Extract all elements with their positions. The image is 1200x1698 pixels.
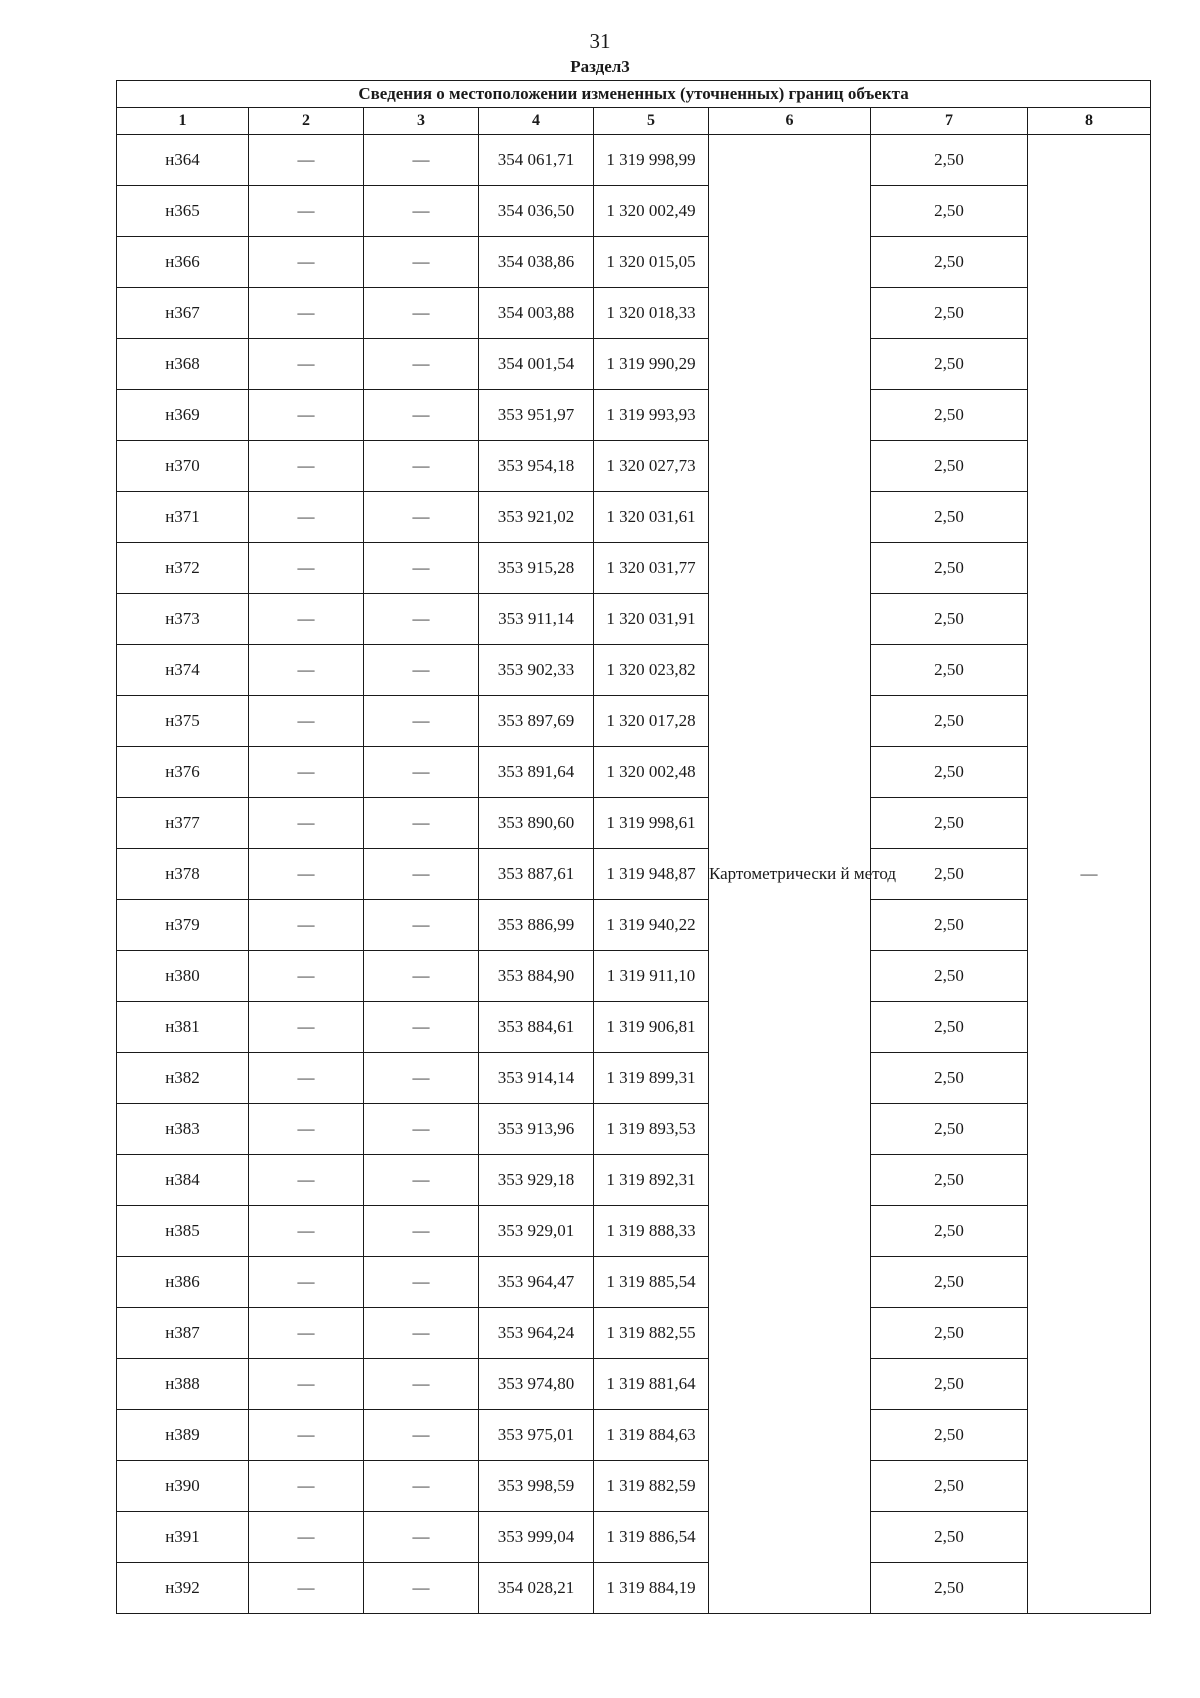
point-name-cell: н370 <box>117 441 249 492</box>
column-number-1: 1 <box>117 108 249 135</box>
accuracy-cell: 2,50 <box>871 798 1028 849</box>
col3-cell: — <box>364 1359 479 1410</box>
x-coordinate-cell: 354 001,54 <box>479 339 594 390</box>
table-row <box>117 1257 1151 1308</box>
page-number: 31 <box>589 29 611 53</box>
y-coordinate-cell: 1 319 884,19 <box>594 1563 709 1614</box>
y-coordinate-cell: 1 319 906,81 <box>594 1002 709 1053</box>
point-name-cell: н374 <box>117 645 249 696</box>
table-row <box>117 1053 1151 1104</box>
column-number-7: 7 <box>871 108 1028 135</box>
x-coordinate-cell: 353 964,47 <box>479 1257 594 1308</box>
y-coordinate-cell: 1 320 015,05 <box>594 237 709 288</box>
col2-cell: — <box>249 1461 364 1512</box>
accuracy-cell: 2,50 <box>871 1512 1028 1563</box>
point-name-cell: н368 <box>117 339 249 390</box>
col3-cell: — <box>364 1410 479 1461</box>
col2-cell: — <box>249 951 364 1002</box>
point-name-cell: н387 <box>117 1308 249 1359</box>
column-number-row <box>117 108 1151 135</box>
col2-cell: — <box>249 186 364 237</box>
x-coordinate-cell: 353 951,97 <box>479 390 594 441</box>
col2-cell: — <box>249 1359 364 1410</box>
y-coordinate-cell: 1 319 911,10 <box>594 951 709 1002</box>
x-coordinate-cell: 353 999,04 <box>479 1512 594 1563</box>
accuracy-cell: 2,50 <box>871 747 1028 798</box>
col2-cell: — <box>249 1053 364 1104</box>
y-coordinate-cell: 1 319 884,63 <box>594 1410 709 1461</box>
table-row <box>117 900 1151 951</box>
y-coordinate-cell: 1 319 998,61 <box>594 798 709 849</box>
col3-cell: — <box>364 747 479 798</box>
col3-cell: — <box>364 339 479 390</box>
col3-cell: — <box>364 798 479 849</box>
accuracy-cell: 2,50 <box>871 135 1028 186</box>
col2-cell: — <box>249 543 364 594</box>
col3-cell: — <box>364 594 479 645</box>
table-row <box>117 390 1151 441</box>
accuracy-cell: 2,50 <box>871 186 1028 237</box>
y-coordinate-cell: 1 319 993,93 <box>594 390 709 441</box>
col2-cell: — <box>249 339 364 390</box>
accuracy-cell: 2,50 <box>871 237 1028 288</box>
accuracy-cell: 2,50 <box>871 1155 1028 1206</box>
x-coordinate-cell: 353 887,61 <box>479 849 594 900</box>
table-row <box>117 237 1151 288</box>
point-name-cell: н382 <box>117 1053 249 1104</box>
column-number-4: 4 <box>479 108 594 135</box>
col2-cell: — <box>249 1206 364 1257</box>
table-row <box>117 492 1151 543</box>
x-coordinate-cell: 354 061,71 <box>479 135 594 186</box>
point-name-cell: н371 <box>117 492 249 543</box>
col3-cell: — <box>364 390 479 441</box>
col2-cell: — <box>249 696 364 747</box>
point-name-cell: н391 <box>117 1512 249 1563</box>
col3-cell: — <box>364 900 479 951</box>
accuracy-cell: 2,50 <box>871 594 1028 645</box>
col3-cell: — <box>364 1461 479 1512</box>
col3-cell: — <box>364 1257 479 1308</box>
x-coordinate-cell: 354 038,86 <box>479 237 594 288</box>
y-coordinate-cell: 1 320 018,33 <box>594 288 709 339</box>
point-name-cell: н392 <box>117 1563 249 1614</box>
col3-cell: — <box>364 1308 479 1359</box>
point-name-cell: н386 <box>117 1257 249 1308</box>
table-row <box>117 1308 1151 1359</box>
table-row <box>117 288 1151 339</box>
col3-cell: — <box>364 441 479 492</box>
y-coordinate-cell: 1 320 031,61 <box>594 492 709 543</box>
col2-cell: — <box>249 1308 364 1359</box>
x-coordinate-cell: 353 998,59 <box>479 1461 594 1512</box>
col2-cell: — <box>249 1104 364 1155</box>
col3-cell: — <box>364 1053 479 1104</box>
boundary-table <box>116 80 1151 1614</box>
x-coordinate-cell: 353 891,64 <box>479 747 594 798</box>
col2-cell: — <box>249 441 364 492</box>
accuracy-cell: 2,50 <box>871 1053 1028 1104</box>
x-coordinate-cell: 353 964,24 <box>479 1308 594 1359</box>
x-coordinate-cell: 353 884,61 <box>479 1002 594 1053</box>
section-title: Раздел3 <box>570 57 630 76</box>
accuracy-cell: 2,50 <box>871 339 1028 390</box>
table-row <box>117 1206 1151 1257</box>
col2-cell: — <box>249 492 364 543</box>
x-coordinate-cell: 354 028,21 <box>479 1563 594 1614</box>
y-coordinate-cell: 1 320 002,49 <box>594 186 709 237</box>
column-number-8: 8 <box>1028 108 1151 135</box>
table-row <box>117 186 1151 237</box>
x-coordinate-cell: 353 954,18 <box>479 441 594 492</box>
point-name-cell: н380 <box>117 951 249 1002</box>
column-number-3: 3 <box>364 108 479 135</box>
table-row <box>117 1359 1151 1410</box>
col3-cell: — <box>364 1155 479 1206</box>
col2-cell: — <box>249 390 364 441</box>
point-name-cell: н390 <box>117 1461 249 1512</box>
method-cell: Картометрически й метод <box>709 135 871 1614</box>
table-row <box>117 747 1151 798</box>
x-coordinate-cell: 353 929,18 <box>479 1155 594 1206</box>
col2-cell: — <box>249 1563 364 1614</box>
x-coordinate-cell: 354 036,50 <box>479 186 594 237</box>
point-name-cell: н388 <box>117 1359 249 1410</box>
point-name-cell: н377 <box>117 798 249 849</box>
point-name-cell: н373 <box>117 594 249 645</box>
column-number-6: 6 <box>709 108 871 135</box>
x-coordinate-cell: 353 913,96 <box>479 1104 594 1155</box>
point-name-cell: н379 <box>117 900 249 951</box>
accuracy-cell: 2,50 <box>871 1359 1028 1410</box>
point-name-cell: н384 <box>117 1155 249 1206</box>
table-row <box>117 1104 1151 1155</box>
col2-cell: — <box>249 237 364 288</box>
x-coordinate-cell: 353 975,01 <box>479 1410 594 1461</box>
col3-cell: — <box>364 696 479 747</box>
y-coordinate-cell: 1 320 002,48 <box>594 747 709 798</box>
y-coordinate-cell: 1 320 023,82 <box>594 645 709 696</box>
point-name-cell: н376 <box>117 747 249 798</box>
accuracy-cell: 2,50 <box>871 1461 1028 1512</box>
col3-cell: — <box>364 1002 479 1053</box>
col8-cell: — <box>1028 135 1151 1614</box>
accuracy-cell: 2,50 <box>871 696 1028 747</box>
point-name-cell: н375 <box>117 696 249 747</box>
col2-cell: — <box>249 594 364 645</box>
accuracy-cell: 2,50 <box>871 492 1028 543</box>
col2-cell: — <box>249 1002 364 1053</box>
col3-cell: — <box>364 645 479 696</box>
table-row <box>117 1461 1151 1512</box>
point-name-cell: н378 <box>117 849 249 900</box>
col2-cell: — <box>249 798 364 849</box>
col2-cell: — <box>249 849 364 900</box>
y-coordinate-cell: 1 319 885,54 <box>594 1257 709 1308</box>
y-coordinate-cell: 1 319 886,54 <box>594 1512 709 1563</box>
col2-cell: — <box>249 1512 364 1563</box>
x-coordinate-cell: 353 902,33 <box>479 645 594 696</box>
col3-cell: — <box>364 135 479 186</box>
col2-cell: — <box>249 900 364 951</box>
y-coordinate-cell: 1 319 888,33 <box>594 1206 709 1257</box>
point-name-cell: н389 <box>117 1410 249 1461</box>
accuracy-cell: 2,50 <box>871 645 1028 696</box>
accuracy-cell: 2,50 <box>871 1257 1028 1308</box>
accuracy-cell: 2,50 <box>871 1308 1028 1359</box>
x-coordinate-cell: 353 914,14 <box>479 1053 594 1104</box>
y-coordinate-cell: 1 320 027,73 <box>594 441 709 492</box>
table-row <box>117 696 1151 747</box>
x-coordinate-cell: 353 974,80 <box>479 1359 594 1410</box>
accuracy-cell: 2,50 <box>871 288 1028 339</box>
y-coordinate-cell: 1 320 031,91 <box>594 594 709 645</box>
col3-cell: — <box>364 951 479 1002</box>
accuracy-cell: 2,50 <box>871 543 1028 594</box>
table-row <box>117 1512 1151 1563</box>
point-name-cell: н385 <box>117 1206 249 1257</box>
y-coordinate-cell: 1 319 998,99 <box>594 135 709 186</box>
x-coordinate-cell: 353 886,99 <box>479 900 594 951</box>
table-row <box>117 135 1151 186</box>
col2-cell: — <box>249 1410 364 1461</box>
column-number-2: 2 <box>249 108 364 135</box>
x-coordinate-cell: 353 915,28 <box>479 543 594 594</box>
table-row <box>117 1002 1151 1053</box>
point-name-cell: н383 <box>117 1104 249 1155</box>
x-coordinate-cell: 353 911,14 <box>479 594 594 645</box>
y-coordinate-cell: 1 319 899,31 <box>594 1053 709 1104</box>
x-coordinate-cell: 353 929,01 <box>479 1206 594 1257</box>
y-coordinate-cell: 1 320 031,77 <box>594 543 709 594</box>
table-row <box>117 543 1151 594</box>
table-row <box>117 1410 1151 1461</box>
accuracy-cell: 2,50 <box>871 390 1028 441</box>
y-coordinate-cell: 1 319 893,53 <box>594 1104 709 1155</box>
x-coordinate-cell: 353 890,60 <box>479 798 594 849</box>
accuracy-cell: 2,50 <box>871 1410 1028 1461</box>
col3-cell: — <box>364 186 479 237</box>
table-caption: Сведения о местоположении измененных (уточненных) границ объекта <box>117 81 1151 108</box>
y-coordinate-cell: 1 319 990,29 <box>594 339 709 390</box>
table-caption-row <box>117 81 1151 108</box>
y-coordinate-cell: 1 319 882,59 <box>594 1461 709 1512</box>
y-coordinate-cell: 1 320 017,28 <box>594 696 709 747</box>
point-name-cell: н381 <box>117 1002 249 1053</box>
table-row <box>117 339 1151 390</box>
point-name-cell: н367 <box>117 288 249 339</box>
x-coordinate-cell: 353 897,69 <box>479 696 594 747</box>
x-coordinate-cell: 354 003,88 <box>479 288 594 339</box>
accuracy-cell: 2,50 <box>871 849 1028 900</box>
col2-cell: — <box>249 1257 364 1308</box>
column-number-5: 5 <box>594 108 709 135</box>
col3-cell: — <box>364 849 479 900</box>
col2-cell: — <box>249 645 364 696</box>
table-row <box>117 1155 1151 1206</box>
table-row <box>117 849 1151 900</box>
point-name-cell: н372 <box>117 543 249 594</box>
col2-cell: — <box>249 288 364 339</box>
point-name-cell: н369 <box>117 390 249 441</box>
accuracy-cell: 2,50 <box>871 441 1028 492</box>
col2-cell: — <box>249 135 364 186</box>
col3-cell: — <box>364 1206 479 1257</box>
col3-cell: — <box>364 1104 479 1155</box>
point-name-cell: н365 <box>117 186 249 237</box>
table-row <box>117 1563 1151 1614</box>
table-row <box>117 951 1151 1002</box>
accuracy-cell: 2,50 <box>871 900 1028 951</box>
table-row <box>117 798 1151 849</box>
col2-cell: — <box>249 1155 364 1206</box>
accuracy-cell: 2,50 <box>871 1104 1028 1155</box>
table-row <box>117 594 1151 645</box>
y-coordinate-cell: 1 319 882,55 <box>594 1308 709 1359</box>
y-coordinate-cell: 1 319 892,31 <box>594 1155 709 1206</box>
col3-cell: — <box>364 492 479 543</box>
y-coordinate-cell: 1 319 948,87 <box>594 849 709 900</box>
accuracy-cell: 2,50 <box>871 1563 1028 1614</box>
y-coordinate-cell: 1 319 940,22 <box>594 900 709 951</box>
table-body <box>117 135 1151 1614</box>
table-row <box>117 441 1151 492</box>
col2-cell: — <box>249 747 364 798</box>
col3-cell: — <box>364 1512 479 1563</box>
col3-cell: — <box>364 543 479 594</box>
point-name-cell: н364 <box>117 135 249 186</box>
accuracy-cell: 2,50 <box>871 1002 1028 1053</box>
table-row <box>117 645 1151 696</box>
accuracy-cell: 2,50 <box>871 951 1028 1002</box>
y-coordinate-cell: 1 319 881,64 <box>594 1359 709 1410</box>
x-coordinate-cell: 353 921,02 <box>479 492 594 543</box>
accuracy-cell: 2,50 <box>871 1206 1028 1257</box>
col3-cell: — <box>364 288 479 339</box>
col3-cell: — <box>364 1563 479 1614</box>
col3-cell: — <box>364 237 479 288</box>
x-coordinate-cell: 353 884,90 <box>479 951 594 1002</box>
point-name-cell: н366 <box>117 237 249 288</box>
